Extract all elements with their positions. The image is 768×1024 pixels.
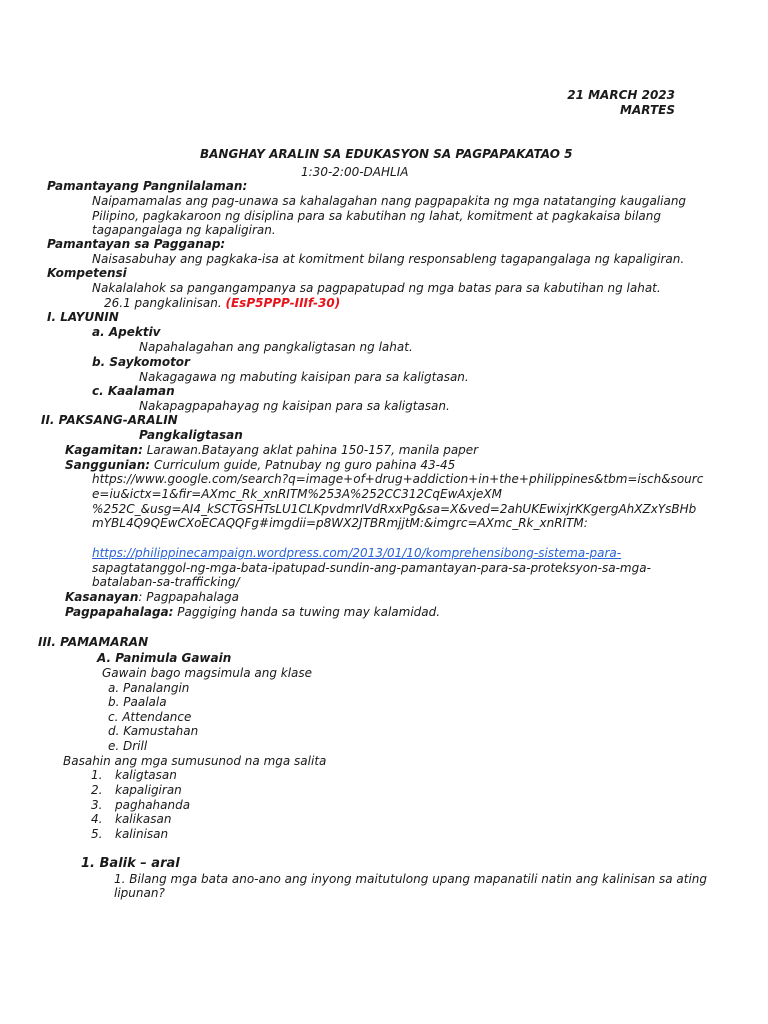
word-number: 2. <box>91 783 103 797</box>
pamamaran-heading: III. PAMAMARAN <box>38 635 149 649</box>
reference-url-line: e=iu&ictx=1&fir=AXmc_Rk_xnRITM%253A%252CC312CqEwAxjeXM <box>92 487 503 501</box>
kompetensi-line: Nakalalahok sa pangangampanya sa pagpapatupad ng mga batas para sa kabutihan ng lahat. <box>92 281 661 295</box>
gawain-item: b. Paalala <box>108 695 167 709</box>
word-item <box>91 798 190 813</box>
date: 21 MARCH 2023 <box>567 88 675 102</box>
word-number: 1. <box>91 768 103 782</box>
word-item <box>91 812 171 827</box>
kompetensi-sub-text: 26.1 pangkalinisan. <box>104 296 222 310</box>
page-title: BANGHAY ARALIN SA EDUKASYON SA PAGPAPAKATAO 5 <box>200 147 573 161</box>
layunin-heading: I. LAYUNIN <box>47 310 119 324</box>
day: MARTES <box>620 103 675 117</box>
sanggunian-label: Sanggunian: <box>65 458 151 472</box>
pagpapahalaga-label: Pagpapahalaga: <box>65 605 174 619</box>
schedule: 1:30-2:00-DAHLIA <box>301 165 409 179</box>
pangnilalaman-line: Pilipino, pagkakaroon ng disiplina para sa kabutihan ng lahat, komitment at pagkakaisa bilang <box>92 209 661 223</box>
kagamitan-label: Kagamitan: <box>65 443 143 457</box>
word-text: kapaligiran <box>115 783 182 797</box>
pamantayan-sa-pagganap-heading: Pamantayan sa Pagganap: <box>47 237 226 251</box>
pamantayang-pangnilalaman-heading: Pamantayang Pangnilalaman: <box>47 179 248 193</box>
layunin-label-kaalaman: c. Kaalaman <box>92 384 175 398</box>
gawain-item: c. Attendance <box>108 710 192 724</box>
layunin-label-apektiv: a. Apektiv <box>92 325 161 339</box>
word-item <box>91 827 168 842</box>
kasanayan-label: Kasanayan <box>65 590 139 604</box>
balik-aral-heading: 1. Balik – aral <box>81 856 180 871</box>
layunin-text-apektiv: Napahalagahan ang pangkaligtasan ng lahat. <box>139 340 413 354</box>
pagganap-line: Naisasabuhay ang pagkaka-isa at komitment bilang responsableng tagapangalaga ng kapaligiran. <box>92 252 685 266</box>
word-number: 3. <box>91 798 103 812</box>
reference-url-line: sapagtatanggol-ng-mga-bata-ipatupad-sundin-ang-pamantayan-para-sa-proteksyon-sa-mga- <box>92 561 651 575</box>
question-line: lipunan? <box>114 886 165 900</box>
word-number: 5. <box>91 827 103 841</box>
kompetensi-heading: Kompetensi <box>47 266 127 280</box>
reference-url-line: mYBL4Q9QEwCXoECAQQFg#imgdii=p8WX2JTBRmjjtM:&imgrc=AXmc_Rk_xnRITM: <box>92 516 588 530</box>
pangnilalaman-line: Naipamamalas ang pag-unawa sa kahalagahan nang pagpapakita ng mga natatanging kaugaliang <box>92 194 687 208</box>
topic: Pangkaligtasan <box>139 428 243 442</box>
gawain-item: a. Panalangin <box>108 681 190 695</box>
reference-url-line: https://www.google.com/search?q=image+of+drug+addiction+in+the+philippines&tbm=isch&sourc <box>92 472 704 486</box>
gawain-intro: Gawain bago magsimula ang klase <box>102 666 313 680</box>
reference-url-line: batalaban-sa-trafficking/ <box>92 575 240 589</box>
panimula-heading: A. Panimula Gawain <box>97 651 232 665</box>
gawain-item: d. Kamustahan <box>108 724 199 738</box>
word-text: kaligtasan <box>115 768 177 782</box>
word-number: 4. <box>91 812 103 826</box>
pagpapahalaga <box>65 605 440 620</box>
kagamitan <box>65 443 478 458</box>
layunin-text-saykomotor: Nakagagawa ng mabuting kaisipan para sa kaligtasan. <box>139 370 469 384</box>
paksang-aralin-heading: II. PAKSANG-ARALIN <box>41 413 178 427</box>
kompetensi-sub <box>104 296 340 311</box>
layunin-label-saykomotor: b. Saykomotor <box>92 355 190 369</box>
pagpapahalaga-value: Paggiging handa sa tuwing may kalamidad. <box>177 605 441 619</box>
word-text: kalikasan <box>115 812 172 826</box>
kagamitan-value: Larawan.Batayang aklat pahina 150-157, manila paper <box>146 443 479 457</box>
reference-link[interactable]: https://philippinecampaign.wordpress.com/2013/01/10/komprehensibong-sistema-para- <box>92 546 622 560</box>
word-item <box>91 768 177 783</box>
word-text: kalinisan <box>115 827 169 841</box>
basahin-instruction: Basahin ang mga sumusunod na mga salita <box>63 754 327 768</box>
word-item <box>91 783 182 798</box>
kasanayan-value: : Pagpapahalaga <box>138 590 239 604</box>
pangnilalaman-line: tagapangalaga ng kapaligiran. <box>92 223 276 237</box>
word-text: paghahanda <box>115 798 191 812</box>
reference-url-line: %252C_&usg=AI4_kSCTGSHTsLU1CLKpvdmrIVdRxxPg&sa=X&ved=2ahUKEwixjrKKgergAhXZxYsBHb <box>92 502 697 516</box>
question-line: 1. Bilang mga bata ano-ano ang inyong maitutulong upang mapanatili natin ang kalinisan sa ating <box>114 872 708 886</box>
competency-code: (EsP5PPP-IIIf-30) <box>225 296 341 310</box>
sanggunian <box>65 458 455 473</box>
gawain-item: e. Drill <box>108 739 148 753</box>
kasanayan <box>65 590 239 605</box>
sanggunian-value: Curriculum guide, Patnubay ng guro pahina 43-45 <box>153 458 456 472</box>
layunin-text-kaalaman: Nakapagpapahayag ng kaisipan para sa kaligtasan. <box>139 399 450 413</box>
